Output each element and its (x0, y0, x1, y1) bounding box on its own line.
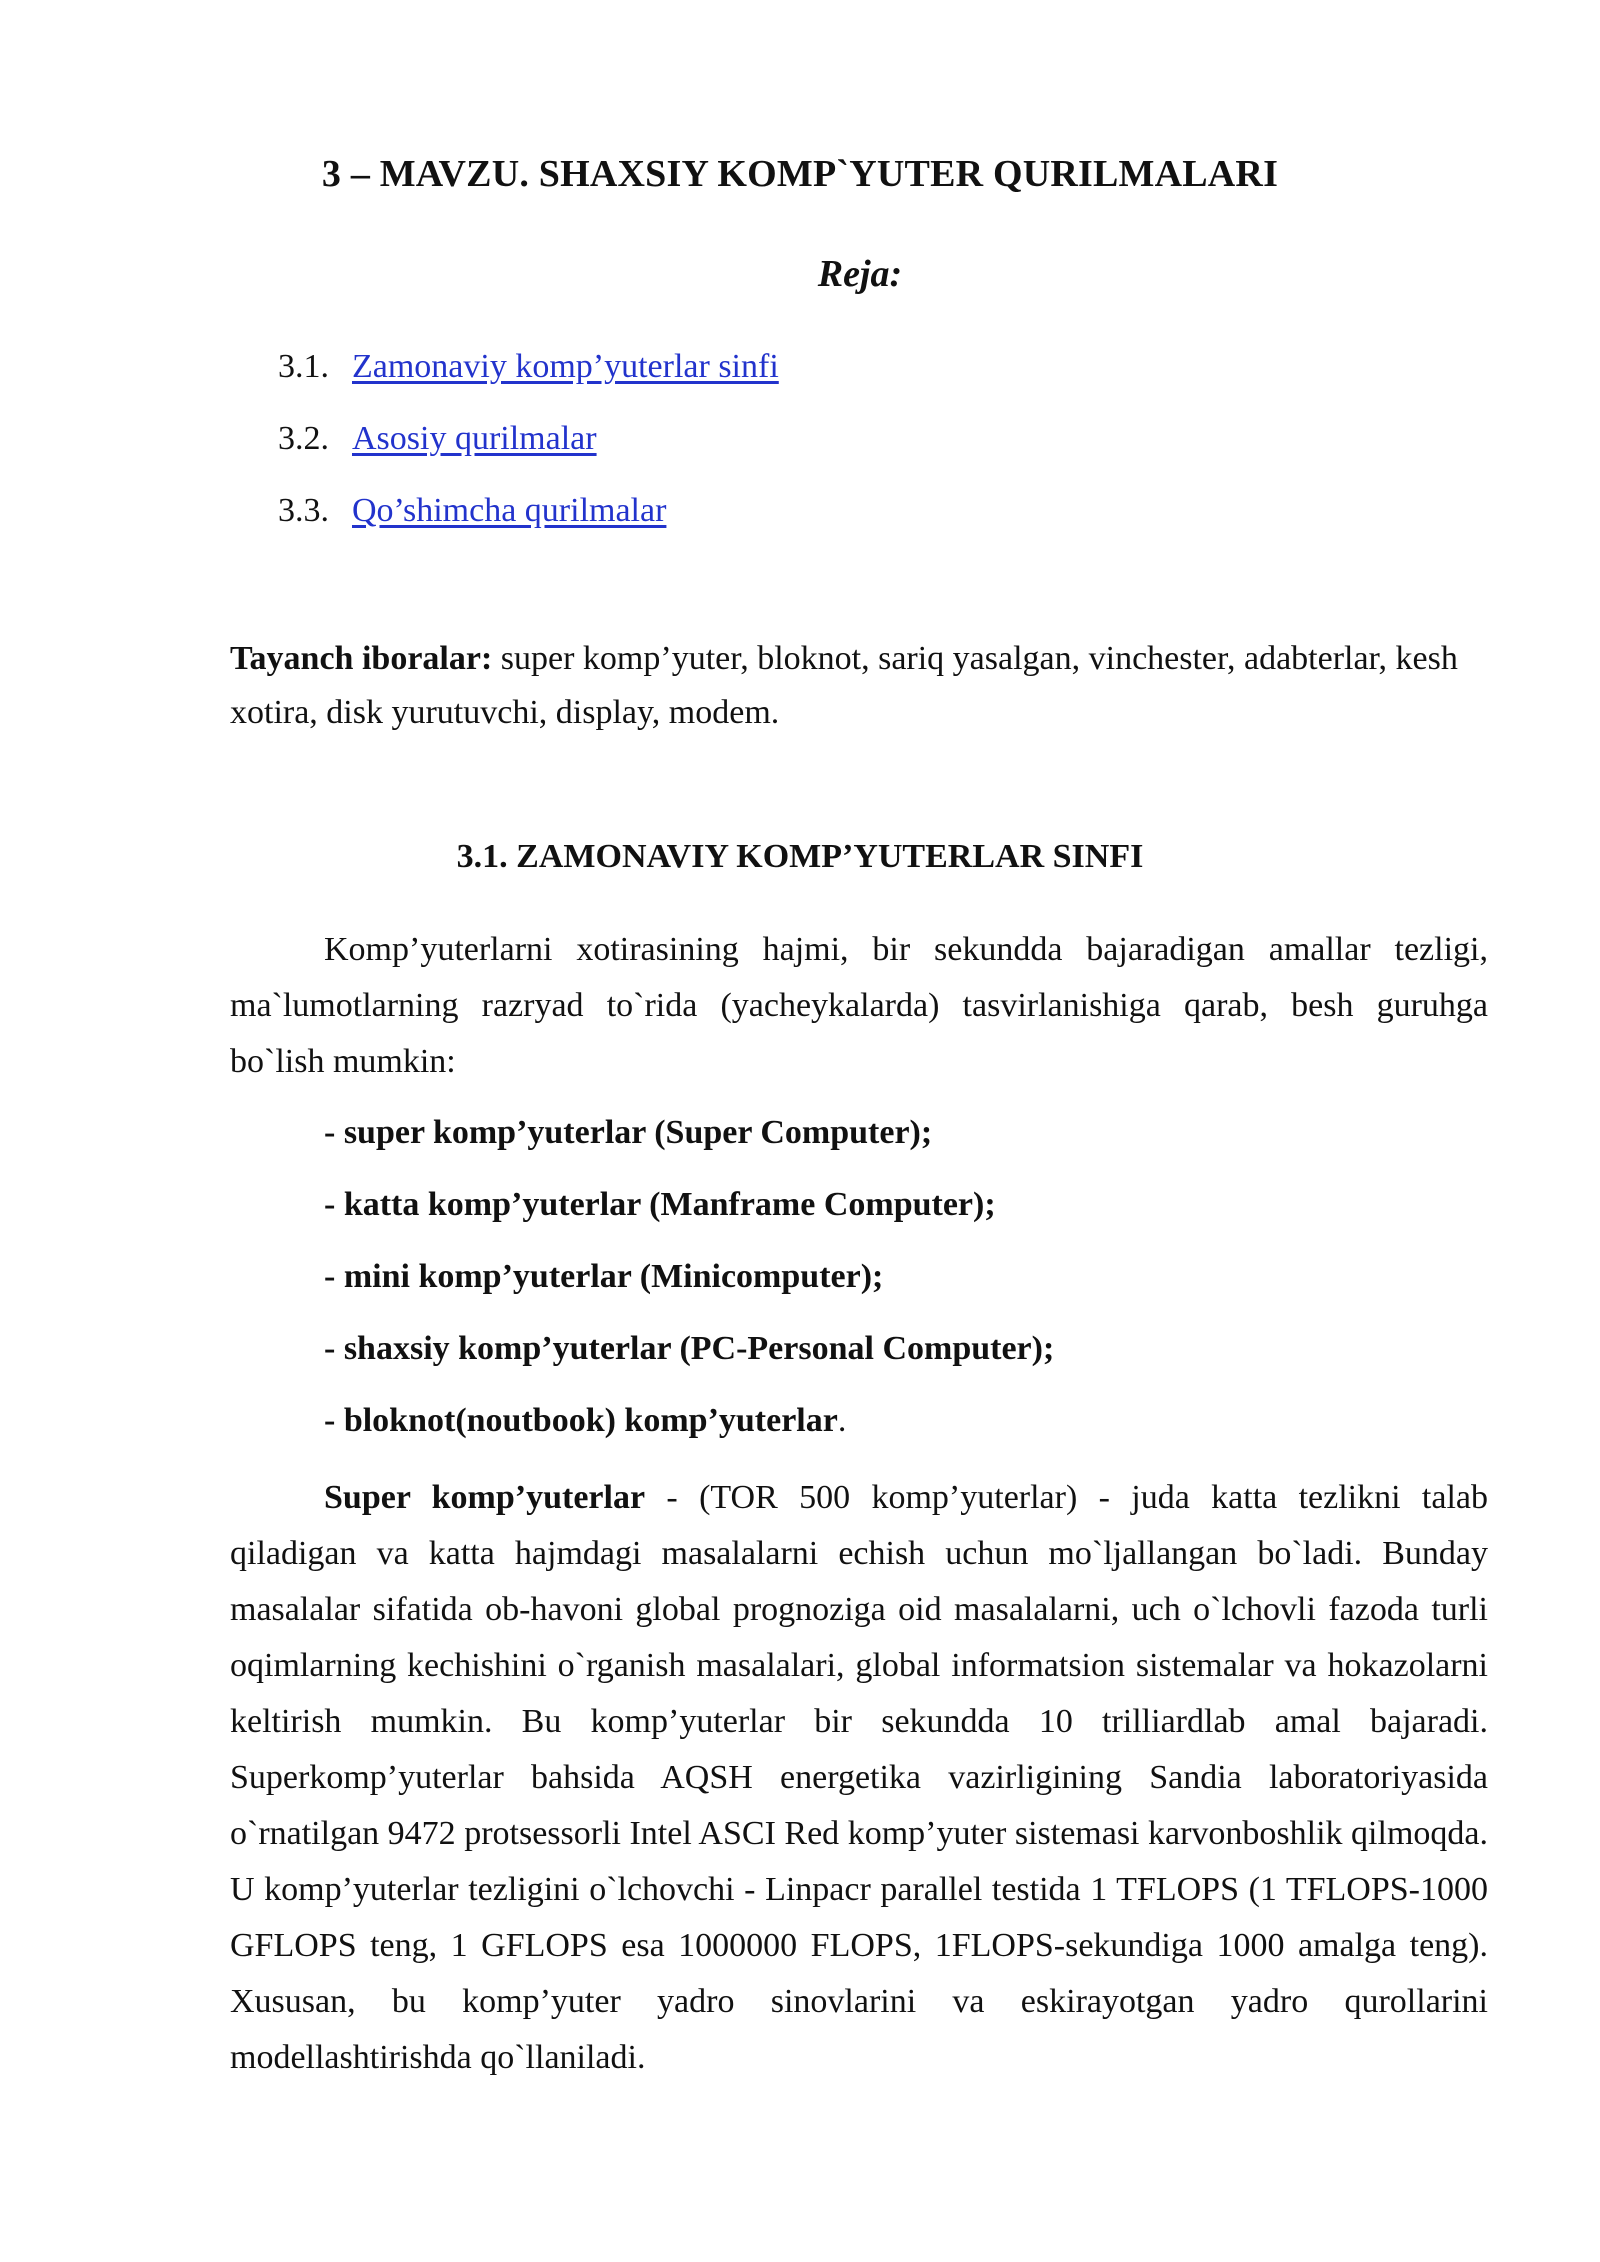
plan-item-number: 3.3. (278, 492, 329, 529)
super-computers-text: - (TOR 500 komp’yuterlar) - juda katta tezlikni talab qiladigan va katta hajmdagi masalalarni echish uchun mo`ljallangan bo`ladi. Bunday masalalar sifatida ob-havoni global prognoziga oid masalalarni, uch o`lchovli fazoda turli oqimlarning kechishini o`rganish masalalari, global informatsion sistemalar va hokazolarni keltirish mumkin. Bu komp’yuterlar bir sekundda 10 trilliardlab amal bajaradi. Superkomp’yuterlar bahsida AQSH energetika vazirligining Sandia laboratoriyasida o`rnatilgan 9472 protsessorli Intel ASCI Red komp’yuter sistemasi karvonboshlik qilmoqda. U komp’yuterlar tezligini o`lchovchi - Linpacr parallel testida 1 TFLOPS (1 TFLOPS-1000 GFLOPS teng, 1 GFLOPS esa 1000000 FLOPS, 1FLOPS-sekundiga 1000 amalga teng). Xususan, bu komp’yuter yadro sinovlarini va eskirayotgan yadro qurollarini modellashtirishda qo`llaniladi. (230, 1479, 1488, 2076)
plan-item-number: 3.2. (278, 420, 329, 457)
keywords-text: super komp’yuter, bloknot, sariq yasalgan, vinchester, adabterlar, kesh xotira, disk yurutuvchi, display, modem. (230, 640, 1458, 731)
plan-item (278, 414, 779, 486)
super-computers-lead: Super komp’yuterlar (324, 1479, 646, 1516)
plan-item (278, 342, 779, 414)
computer-type-item: - mini komp’yuterlar (Minicomputer); (324, 1258, 884, 1295)
computer-type-text: - bloknot(noutbook) komp’yuterlar (324, 1402, 838, 1439)
section-heading: 3.1. ZAMONAVIY KOMP’YUTERLAR SINFI (456, 838, 1144, 875)
keywords-label: Tayanch iboralar: (230, 640, 493, 677)
plan-link-3-1[interactable]: Zamonaviy komp’yuterlar sinfi (352, 348, 779, 385)
plan-list (278, 342, 779, 558)
plan-item (278, 486, 779, 558)
keywords-paragraph (230, 632, 1488, 740)
computer-type-item-last (324, 1394, 1054, 1466)
computer-types-list (324, 1106, 1054, 1466)
page-title: 3 – MAVZU. SHAXSIY KOMP`YUTER QURILMALARI (321, 153, 1279, 195)
list-end-period: . (837, 1402, 847, 1439)
computer-type-item: - super komp’yuterlar (Super Computer); (324, 1114, 933, 1151)
intro-paragraph: Komp’yuterlarni xotirasining hajmi, bir sekundda bajaradigan amallar tezligi, ma`lumotlarning razryad to`rida (yacheykalarda) tasvirlanishiga qarab, besh guruhga bo`lish mumkin: (230, 931, 1488, 1080)
computer-type-item: - shaxsiy komp’yuterlar (PC-Personal Computer); (324, 1330, 1055, 1367)
plan-link-3-2[interactable]: Asosiy qurilmalar (352, 420, 597, 457)
computer-type-item: - katta komp’yuterlar (Manframe Computer); (324, 1186, 996, 1223)
plan-item-number: 3.1. (278, 348, 329, 385)
plan-heading: Reja: (817, 253, 903, 295)
super-computers-paragraph (230, 1470, 1488, 2086)
plan-link-3-3[interactable]: Qo’shimcha qurilmalar (352, 492, 667, 529)
